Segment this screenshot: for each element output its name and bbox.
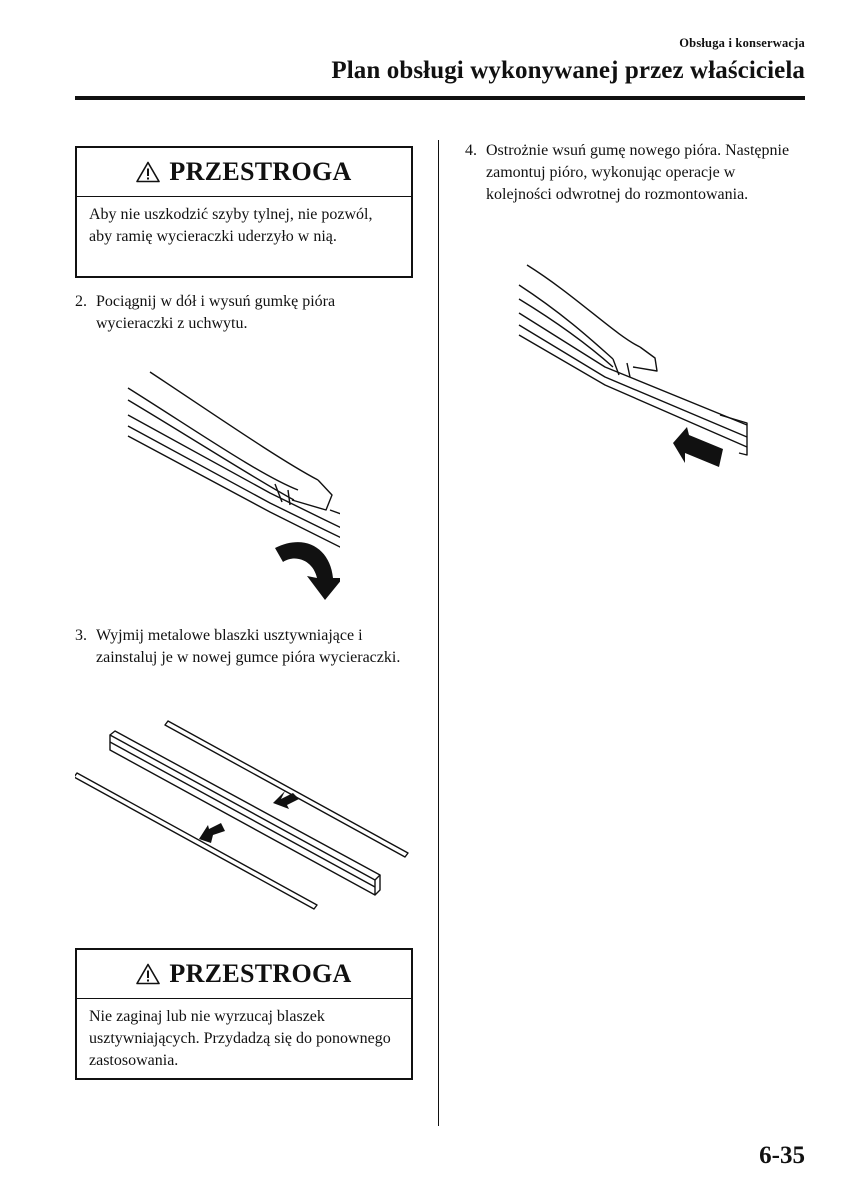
caution-title: PRZESTROGA [169, 157, 352, 186]
caution-header [77, 148, 411, 197]
warning-triangle-icon [136, 161, 160, 183]
column-divider [438, 140, 439, 1126]
caution-text: Nie zaginaj lub nie wyrzucaj blaszek usztywniających. Przydadzą się do ponownego zastosowania. [89, 1008, 391, 1069]
header-rule [75, 96, 805, 100]
metal-strips-illustration [75, 715, 415, 915]
page-number: 6-35 [759, 1142, 805, 1169]
step-text: Ostrożnie wsuń gumę nowego pióra. Następnie zamontuj pióro, wykonując operacje w kolejności odwrotnej do rozmontowania. [486, 142, 790, 203]
step-number: 4. [465, 142, 477, 159]
step-text: Pociągnij w dół i wysuń gumkę pióra wycieraczki z uchwytu. [96, 293, 336, 332]
caution-box-2 [75, 948, 413, 1080]
caution-title: PRZESTROGA [169, 959, 352, 988]
caution-header [77, 950, 411, 999]
page-title: Plan obsługi wykonywanej przez właściciela [331, 57, 805, 84]
caution-box-1 [75, 146, 413, 278]
warning-triangle-icon [136, 963, 160, 985]
wiper-removal-illustration [120, 360, 340, 605]
step-number: 3. [75, 627, 87, 644]
step-text: Wyjmij metalowe blaszki usztywniające i zainstaluj je w nowej gumce pióra wycieraczki. [96, 627, 401, 666]
caution-text: Aby nie uszkodzić szyby tylnej, nie pozwól, aby ramię wycieraczki uderzyło w nią. [89, 206, 373, 245]
step-number: 2. [75, 293, 87, 310]
section-label: Obsługa i konserwacja [679, 36, 805, 50]
wiper-install-illustration [515, 255, 755, 480]
